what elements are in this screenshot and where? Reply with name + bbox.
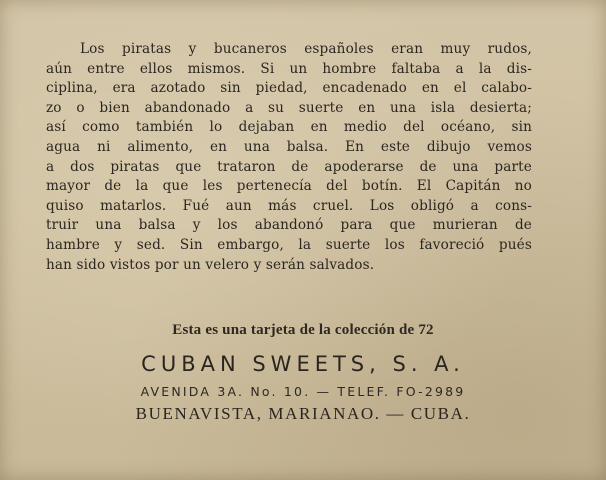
story-line: zo o bien abandonado a su suerte en una isla desierta;	[46, 99, 532, 116]
company-city: BUENAVISTA, MARIANAO. — CUBA.	[135, 404, 471, 423]
story-line: ciplina, era azotado sin piedad, encadenado en el calabo-	[46, 80, 532, 97]
company-name: CUBAN SWEETS, S. A.	[141, 352, 465, 376]
story-line: así como también lo dejaban en medio del océano, sin	[46, 119, 532, 136]
story-line: agua ni alimento, en una balsa. En este dibujo vemos	[46, 138, 532, 155]
story-line: Los piratas y bucaneros españoles eran muy rudos,	[80, 41, 532, 57]
story-line: han sido vistos por un velero y serán salvados.	[46, 256, 375, 273]
story-line: truir una balsa y los abandonó para que murieran de	[46, 217, 532, 234]
story-paragraph	[46, 40, 532, 275]
story-line: a dos piratas que trataron de apoderarse de una parte	[46, 158, 532, 175]
story-line: hambre y sed. Sin embargo, la suerte los favoreció pués	[46, 236, 532, 253]
story-line: aún entre ellos mismos. Si un hombre faltaba a la dis-	[46, 60, 532, 77]
story-line: mayor de la que les pertenecía del botín. El Capitán no	[46, 178, 532, 195]
company-address: AVENIDA 3A. No. 10. — TELEF. FO-2989	[140, 384, 466, 399]
story-line: quiso matarlos. Fué aun más cruel. Los obligó a cons-	[46, 197, 532, 214]
series-note: Esta es una tarjeta de la colección de 72	[172, 322, 434, 338]
